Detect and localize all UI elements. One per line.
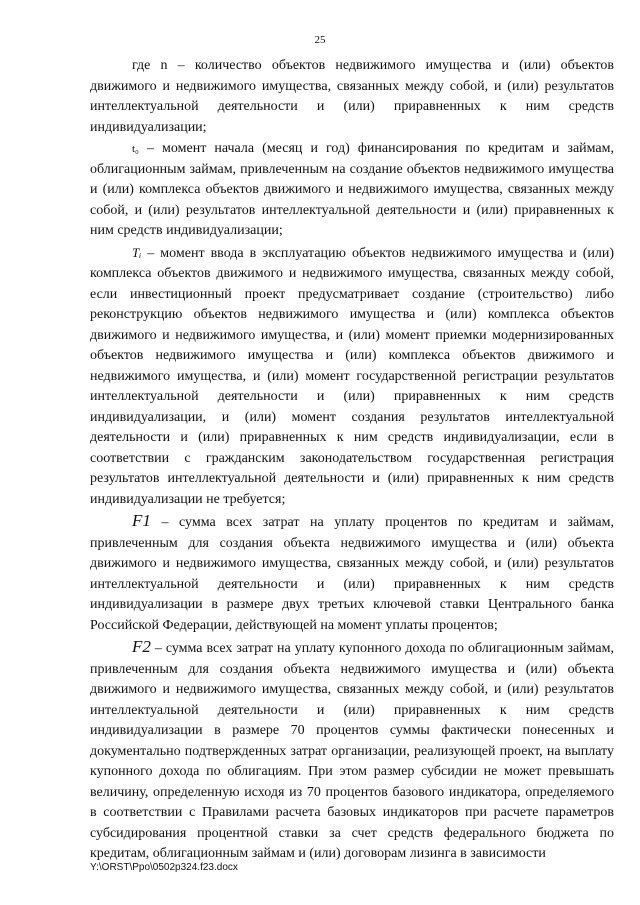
paragraph-text: где n – количество объектов недвижимого имущества и (или) объектов движимого и недвижимого имущества, связанных между собой, и (или) результатов интеллектуальной деятельности и (или) приравненных к ним средств индивидуализации;: [90, 58, 614, 135]
paragraph-n-definition: [90, 56, 614, 138]
paragraph-f2-definition: [90, 637, 614, 865]
paragraph-text: – момент ввода в эксплуатацию объектов недвижимого имущества и (или) комплекса объектов движимого и недвижимого имущества, связанных между собой, если инвестиционный проект предусматривает создание (строительство) либо реконструкцию объектов недвижимого имущества и (или) комплекса объектов движимого и недвижимого имущества, и (или) момент приемки модернизированных объектов недвижимого имущества и (или) комплекса объектов движимого и недвижимого имущества, и (или) момент государственной регистрации результатов интеллектуальной деятельности и (или) приравненных к ним средств индивидуализации, и (или) момент создания результатов интеллектуальной деятельности и (или) приравненных к ним средств индивидуализации, если в соответствии с гражданским законодательством государственная регистрация результатов интеллектуальной деятельности и (или) приравненных к ним средств индивидуализации не требуется;: [90, 245, 614, 507]
paragraph-text: – момент начала (месяц и год) финансирования по кредитам и займам, облигационным займам, привлеченным на создание объектов недвижимого имущества и (или) комплекса объектов движимого и недвижимого имущества, связанных между собой, и (или) результатов интеллектуальной деятельности и (или) приравненных к ним средств индивидуализации;: [90, 141, 614, 238]
formula-symbol: F2: [132, 637, 151, 656]
paragraph-ti-definition: [90, 243, 614, 511]
paragraph-text: – сумма всех затрат на уплату процентов по кредитам и займам, привлеченным для создания объекта недвижимого имущества и (или) объекта движимого и недвижимого имущества, связанных между собой, и (или) результатов интеллектуальной деятельности и (или) приравненных к ним средств индивидуализации в размере двух третьих ключевой ставки Центрального банка Российской Федерации, действующей на момент уплаты процентов;: [90, 515, 614, 633]
formula-symbol: Tᵢ: [132, 244, 142, 260]
document-body: [90, 56, 614, 865]
formula-symbol: t₀: [132, 143, 139, 155]
file-path-footer: Y:\ORST\Ppo\0502p324.f23.docx: [90, 862, 238, 873]
formula-symbol: F1: [132, 511, 151, 530]
paragraph-t0-definition: [90, 139, 614, 242]
page-number: 25: [314, 34, 326, 46]
paragraph-f1-definition: [90, 511, 614, 636]
paragraph-text: – сумма всех затрат на уплату купонного дохода по облигационным займам, привлеченным для создания объекта недвижимого имущества и (или) объекта движимого и недвижимого имущества, связанных между собой, и (или) результатов интеллектуальной деятельности и (или) приравненных к ним средств индивидуализации в размере 70 процентов суммы фактически понесенных и документально подтвержденных затрат организации, реализующей проект, на выплату купонного дохода по облигациям. При этом размер субсидии не может превышать величину, определенную исходя из 70 процентов базового индикатора, определяемого в соответствии с Правилами расчета базовых индикаторов при расчете параметров субсидирования процентной ставки за счет средств федерального бюджета по кредитам, облигационным займам и (или) договорам лизинга в зависимости: [90, 641, 614, 861]
